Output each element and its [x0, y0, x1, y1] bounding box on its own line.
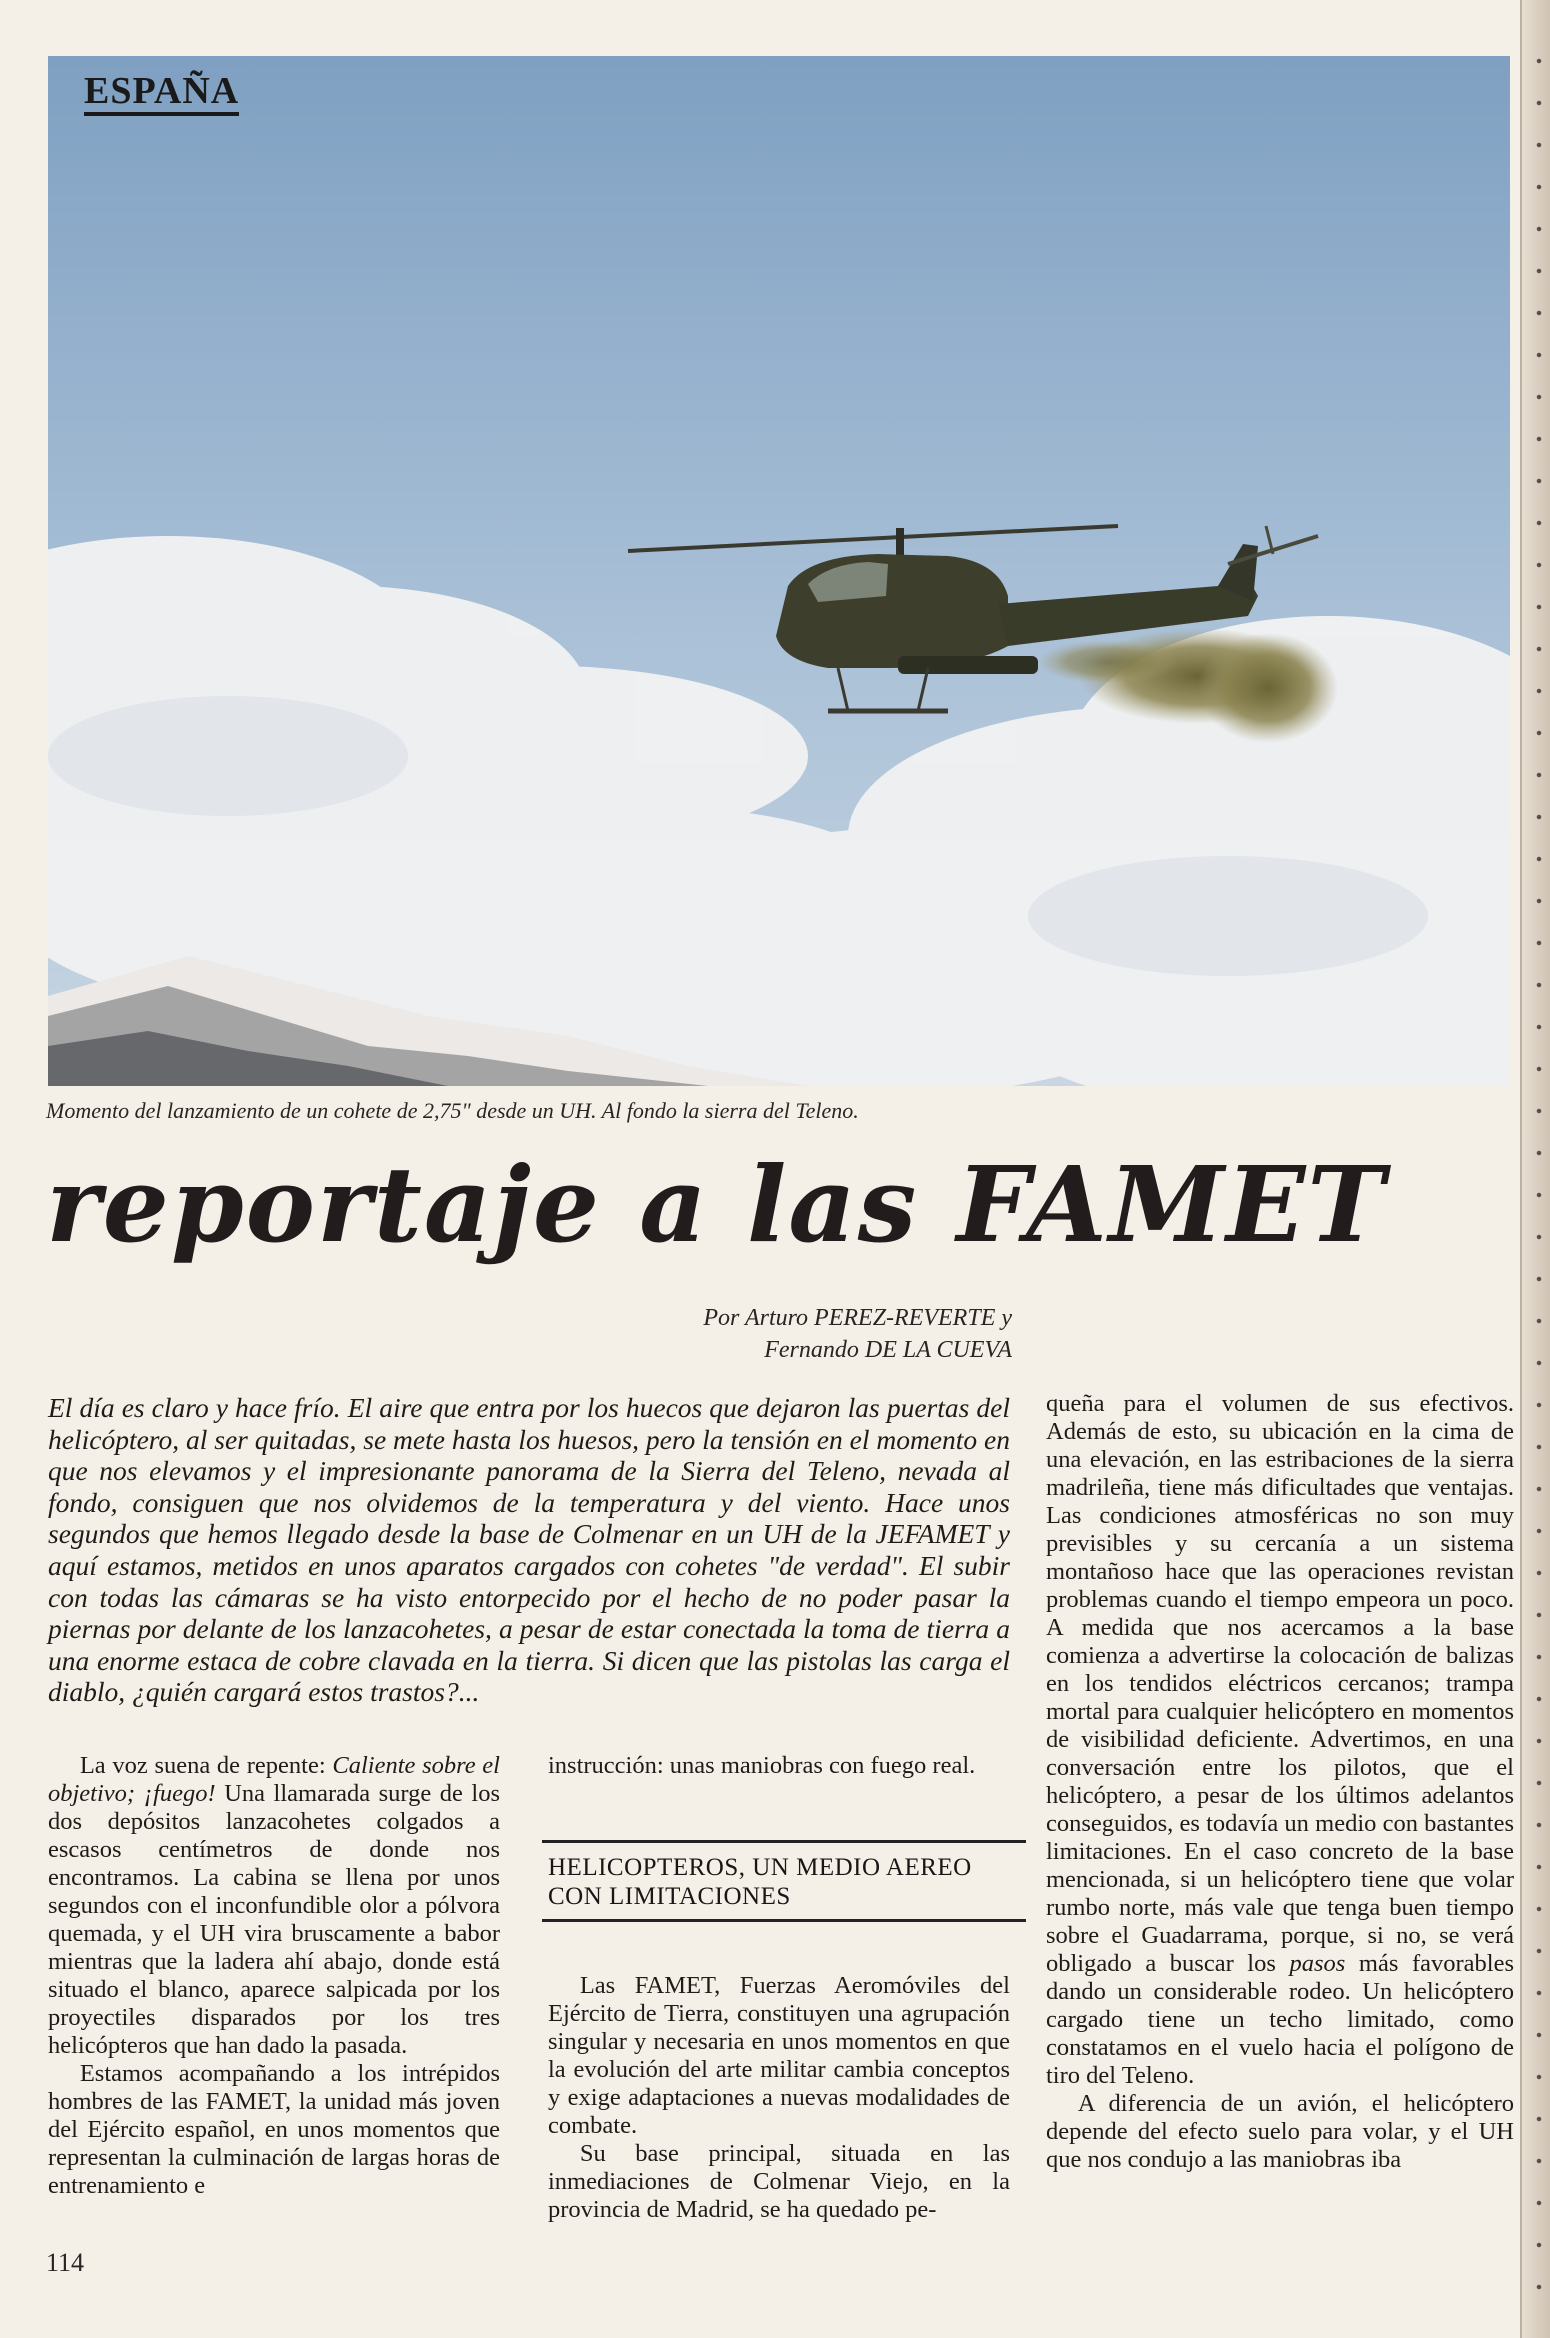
subheading: HELICOPTEROS, UN MEDIO AEREO CON LIMITACIONES	[542, 1840, 1026, 1922]
column-1	[48, 1752, 500, 2200]
text-run: más favorables dando un considerable rodeo. Un helicóptero cargado tiene un techo limitado, como constatamos en el vuelo hacia el polígono de tiro del Teleno.	[1046, 1950, 1514, 2089]
paragraph: A diferencia de un avión, el helicóptero depende del efecto suelo para volar, y el UH que nos condujo a las maniobras iba	[1046, 2090, 1514, 2173]
helicopter-photo	[48, 56, 1510, 1086]
paragraph	[48, 1752, 500, 2060]
text-run: queña para el volumen de sus efectivos. Además de esto, su ubicación en la cima de una elevación, en las estribaciones de la sierra madrileña, tiene más dificultades que ventajas. Las condiciones atmosféricas no son muy previsibles y su cercanía a un sistema montañoso hace que las operaciones revistan problemas cuando el tiempo empeora un poco. A medida que nos acercamos a la base comienza a advertirse la colocación de balizas en los tendidos eléctricos cercanos; trampa mortal para cualquier helicóptero en momentos de visibilidad deficiente. Advertimos, en una conversación entre los pilotos, que el helicóptero, a pesar de los últimos adelantos conseguidos, es todavía un medio con bastantes limitaciones. En el caso concreto de la base mencionada, si un helicóptero tiene que volar rumbo norte, más vale que tenga buen tiempo sobre el Guadarrama, porque, si no, se verá obligado a buscar los	[1046, 1390, 1514, 1977]
headline: reportaje a las FAMET	[46, 1143, 1387, 1266]
text-run: La voz suena de repente:	[79, 1752, 333, 1779]
column-3	[1046, 1390, 1514, 2174]
paragraph	[1046, 1390, 1514, 2090]
paragraph: Su base principal, situada en las inmediaciones de Colmenar Viejo, en la provincia de Madrid, se ha quedado pe-	[548, 2140, 1010, 2223]
section-tag: ESPAÑA	[84, 72, 239, 116]
binding-holes	[1534, 40, 1544, 2290]
byline-line-2: Fernando DE LA CUEVA	[764, 1337, 1012, 1363]
paragraph: instrucción: unas maniobras con fuego real.	[548, 1752, 976, 1779]
paragraph: Estamos acompañando a los intrépidos hombres de las FAMET, la unidad más joven del Ejército español, en unos momentos que representan la culminación de largas horas de entrenamiento e	[48, 2060, 500, 2199]
emphasis-text: Caliente sobre el objetivo; ¡fuego!	[48, 1752, 500, 1807]
column-2	[548, 1972, 1010, 2224]
lead-paragraph: El día es claro y hace frío. El aire que entra por los huecos que dejaron las puertas del helicóptero, al ser quitadas, se mete hasta los huesos, pero la tensión en el momento en que nos elevamos y el impresionante panorama de la Sierra del Teleno, nevada al fondo, consiguen que nos olvidemos de la temperatura y del viento. Hace unos segundos que hemos llegado desde la base de Colmenar en un UH de la JEFAMET y aquí estamos, metidos en unos aparatos cargados con cohetes "de verdad". El subir con todas las cámaras se ha visto entorpecido por el hecho de no poder pasar la piernas por delante de los lanzacohetes, a pesar de estar conectada la toma de tierra a una enorme estaca de cobre clavada en la tierra. Si dicen que las pistolas las carga el diablo, ¿quién cargará estos trastos?...	[48, 1392, 1010, 1708]
page-number: 114	[46, 2248, 85, 2277]
column-2-continued	[548, 1752, 1010, 1780]
photo-caption: Momento del lanzamiento de un cohete de 2,75" desde un UH. Al fondo la sierra del Teleno.	[46, 1098, 859, 1123]
emphasis-text: pasos	[1289, 1950, 1346, 1977]
byline-line-1: Por Arturo PEREZ-REVERTE y	[703, 1305, 1012, 1331]
paragraph: Las FAMET, Fuerzas Aeromóviles del Ejército de Tierra, constituyen una agrupación singular y necesaria en unos momentos en que la evolución del arte militar cambia conceptos y exige adaptaciones a nuevas modalidades de combate.	[548, 1972, 1010, 2139]
byline	[560, 1302, 1012, 1366]
binding-edge	[1520, 0, 1550, 2338]
text-run: Una llamarada surge de los dos depósitos lanzacohetes colgados a escasos centímetros de donde nos encontramos. La cabina se llena por unos segundos con el inconfundible olor a pólvora quemada, y el UH vira bruscamente a babor mientras que la ladera ahí abajo, donde está situado el blanco, aparece salpicada por los proyectiles disparados por los tres helicópteros que han dado la pasada.	[48, 1780, 501, 2059]
